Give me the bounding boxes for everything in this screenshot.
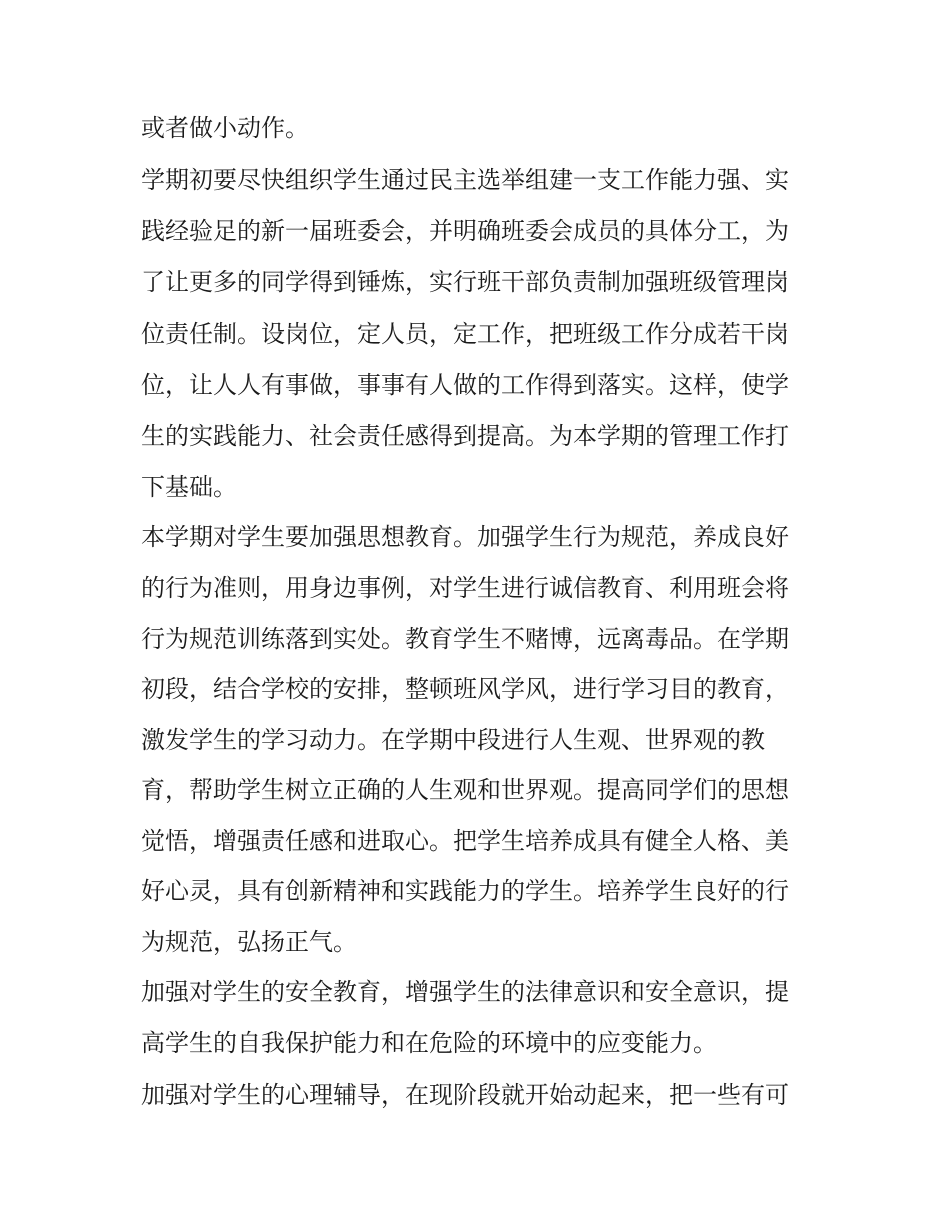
text-line: 位责任制。设岗位，定人员，定工作，把班级工作分成若干岗 [141,320,789,348]
text-line: 了让更多的同学得到锤炼，实行班干部负责制加强班级管理岗 [141,268,789,296]
text-line: 下基础。 [141,473,237,501]
text-line: 践经验足的新一届班委会，并明确班委会成员的具体分工，为 [141,217,789,245]
text-line: 生的实践能力、社会责任感得到提高。为本学期的管理工作打 [141,422,789,450]
text-line: 加强对学生的安全教育，增强学生的法律意识和安全意识，提 [141,978,789,1006]
text-line: 加强对学生的心理辅导，在现阶段就开始动起来，把一些有可 [141,1081,789,1109]
text-line: 觉悟，增强责任感和进取心。把学生培养成具有健全人格、美 [141,827,789,855]
text-line: 或者做小动作。 [141,114,309,142]
text-line: 高学生的自我保护能力和在危险的环境中的应变能力。 [141,1029,717,1057]
text-line: 行为规范训练落到实处。教育学生不赌博，远离毒品。在学期 [141,625,789,653]
text-line: 位，让人人有事做，事事有人做的工作得到落实。这样，使学 [141,371,789,399]
text-line: 为规范，弘扬正气。 [141,928,357,956]
text-line: 激发学生的学习动力。在学期中段进行人生观、世界观的教 [141,726,765,754]
text-line: 的行为准则，用身边事例，对学生进行诚信教育、利用班会将 [141,574,789,602]
text-line: 好心灵，具有创新精神和实践能力的学生。培养学生良好的行 [141,877,789,905]
text-line: 初段，结合学校的安排，整顿班风学风，进行学习目的教育， [141,675,789,703]
text-line: 学期初要尽快组织学生通过民主选举组建一支工作能力强、实 [141,166,789,194]
text-line: 本学期对学生要加强思想教育。加强学生行为规范，养成良好 [141,523,789,551]
text-line: 育，帮助学生树立正确的人生观和世界观。提高同学们的思想 [141,776,789,804]
